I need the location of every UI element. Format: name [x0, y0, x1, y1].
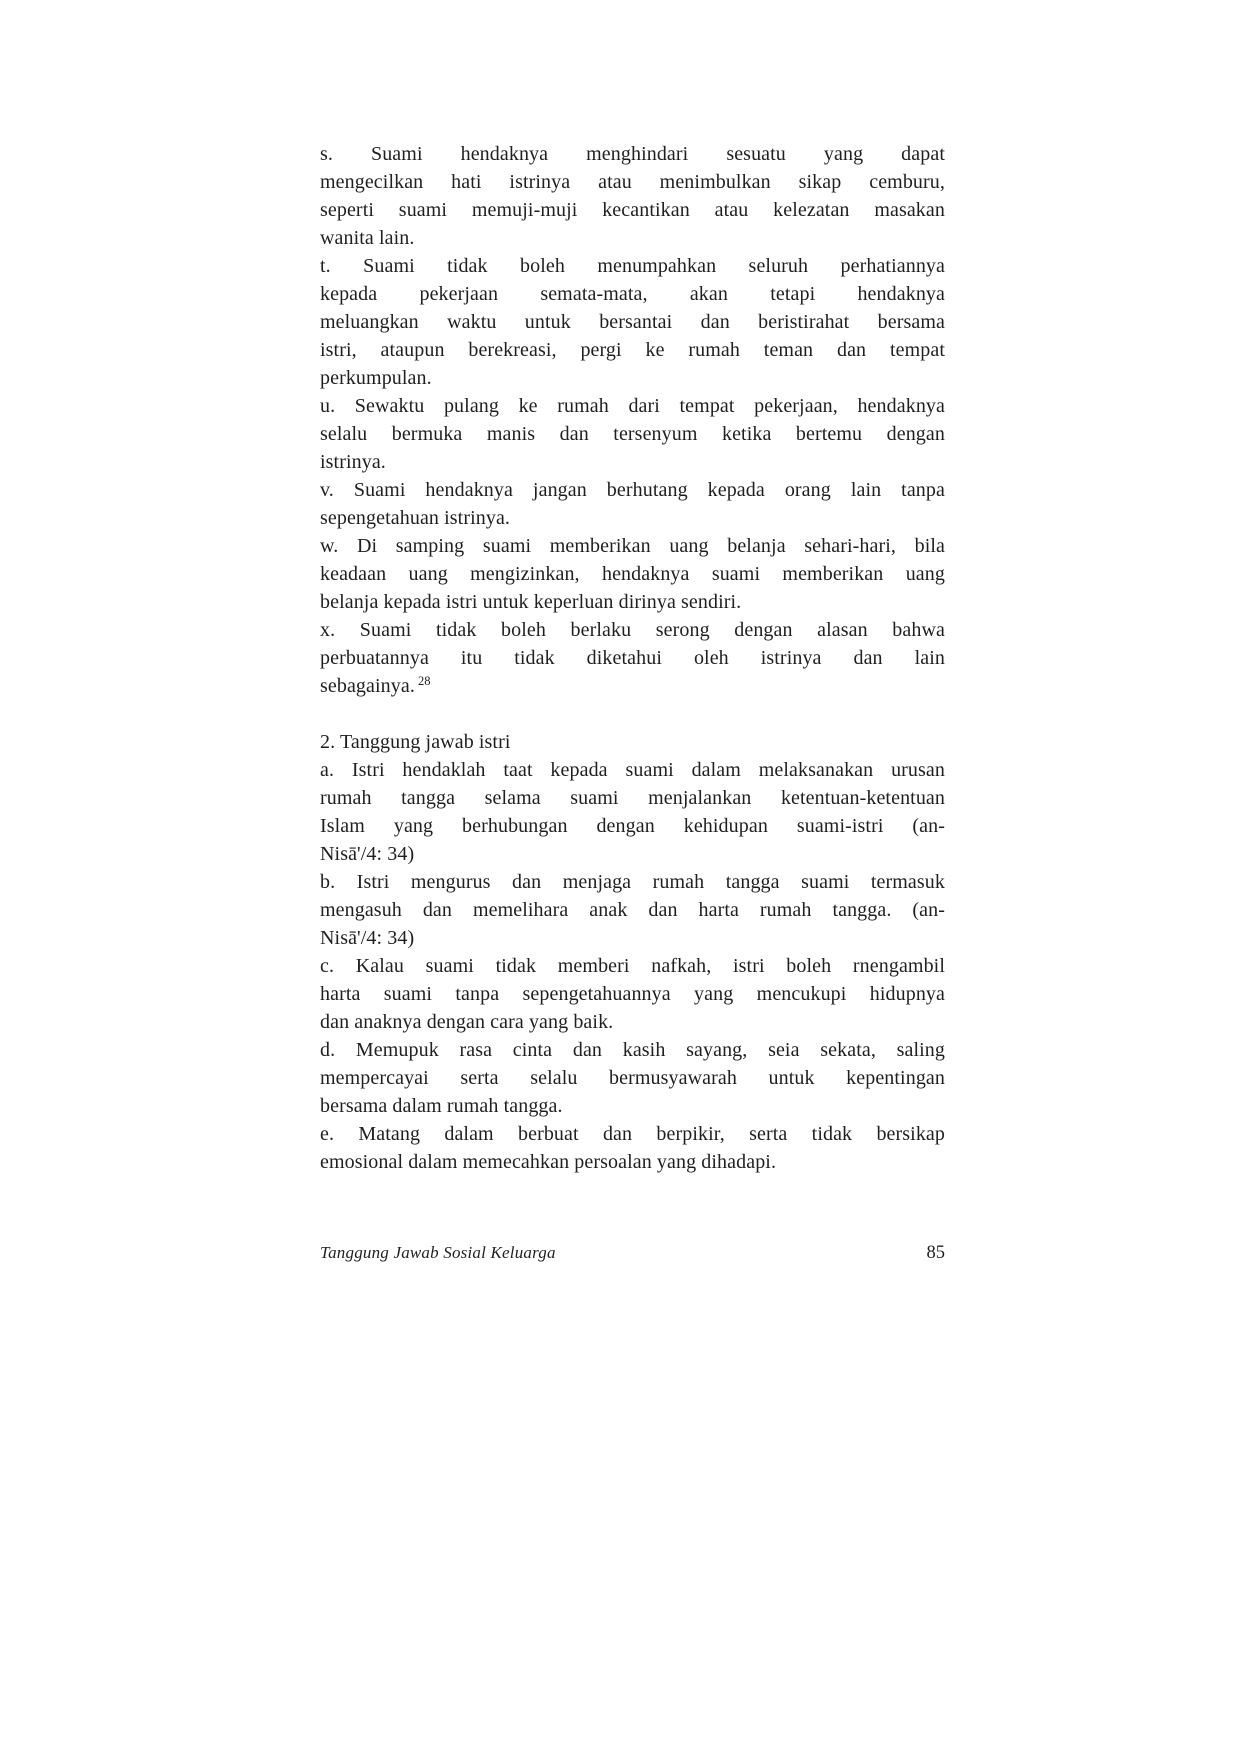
text-line: belanja kepada istri untuk keperluan dirinya sendiri. [320, 591, 742, 613]
text-line: keadaan uang mengizinkan, hendaknya suami memberikan uang [320, 563, 945, 585]
page-footer [320, 1243, 945, 1264]
list-item-c [320, 952, 945, 1036]
text-line: t. Suami tidak boleh menumpahkan seluruh perhatiannya [320, 255, 945, 277]
footer-running-title: Tanggung Jawab Sosial Keluarga [320, 1243, 556, 1262]
text-line: selalu bermuka manis dan tersenyum ketika bertemu dengan [320, 423, 945, 445]
text-line: bersama dalam rumah tangga. [320, 1095, 563, 1117]
text-line: x. Suami tidak boleh berlaku serong dengan alasan bahwa [320, 619, 945, 641]
list-item-a [320, 756, 945, 868]
list-item-e [320, 1120, 945, 1176]
text-line: v. Suami hendaknya jangan berhutang kepada orang lain tanpa [320, 479, 945, 501]
text-line: harta suami tanpa sepengetahuannya yang mencukupi hidupnya [320, 983, 945, 1005]
text-line: mempercayai serta selalu bermusyawarah untuk kepentingan [320, 1067, 945, 1089]
text-line: seperti suami memuji-muji kecantikan atau kelezatan masakan [320, 199, 945, 221]
text-line: sebagainya. $^{28}$ [320, 674, 431, 697]
text-line: istrinya. [320, 451, 386, 473]
text-line: Nisā'/4: 34) [320, 843, 415, 865]
text-line: kepada pekerjaan semata-mata, akan tetapi hendaknya [320, 283, 945, 305]
text-line: e. Matang dalam berbuat dan berpikir, serta tidak bersikap [320, 1123, 945, 1145]
list-item-v [320, 476, 945, 532]
text-line: b. Istri mengurus dan menjaga rumah tangga suami termasuk [320, 871, 945, 893]
list-item-u [320, 392, 945, 476]
text-line: u. Sewaktu pulang ke rumah dari tempat pekerjaan, hendaknya [320, 395, 945, 417]
text-line: rumah tangga selama suami menjalankan ketentuan-ketentuan [320, 787, 945, 809]
text-line: dan anaknya dengan cara yang baik. [320, 1011, 614, 1033]
text-line: mengecilkan hati istrinya atau menimbulkan sikap cemburu, [320, 171, 945, 193]
text-line: Nisā'/4: 34) [320, 927, 415, 949]
list-item-w [320, 532, 945, 616]
text-line: wanita lain. [320, 227, 415, 249]
list-item-x [320, 616, 945, 700]
text-line: Islam yang berhubungan dengan kehidupan suami-istri (an- [320, 815, 945, 837]
text-line: a. Istri hendaklah taat kepada suami dalam melaksanakan urusan [320, 759, 945, 781]
text-line: perkumpulan. [320, 367, 432, 389]
text-line: istri, ataupun berekreasi, pergi ke rumah teman dan tempat [320, 339, 945, 361]
list-item-b [320, 868, 945, 952]
text-line: mengasuh dan memelihara anak dan harta rumah tangga. (an- [320, 899, 945, 921]
text-line: w. Di samping suami memberikan uang belanja sehari-hari, bila [320, 535, 945, 557]
list-item-d [320, 1036, 945, 1120]
text-line: c. Kalau suami tidak memberi nafkah, istri boleh rnengambil [320, 955, 945, 977]
list-item-t [320, 252, 945, 392]
text-line: 2. Tanggung jawab istri [320, 731, 511, 753]
list-item-s [320, 140, 945, 252]
text-line: sepengetahuan istrinya. [320, 507, 511, 529]
text-line: perbuatannya itu tidak diketahui oleh istrinya dan lain [320, 647, 945, 669]
text-line: emosional dalam memecahkan persoalan yang dihadapi. [320, 1151, 777, 1173]
section-heading-tanggung-jawab-istri [320, 728, 945, 756]
body-text [320, 140, 945, 1176]
text-line: meluangkan waktu untuk bersantai dan beristirahat bersama [320, 311, 945, 333]
page-number: 85 [926, 1243, 945, 1263]
text-line: d. Memupuk rasa cinta dan kasih sayang, seia sekata, saling [320, 1039, 945, 1061]
text-line: s. Suami hendaknya menghindari sesuatu yang dapat [320, 143, 945, 165]
footnote-reference: 28 [417, 674, 431, 688]
